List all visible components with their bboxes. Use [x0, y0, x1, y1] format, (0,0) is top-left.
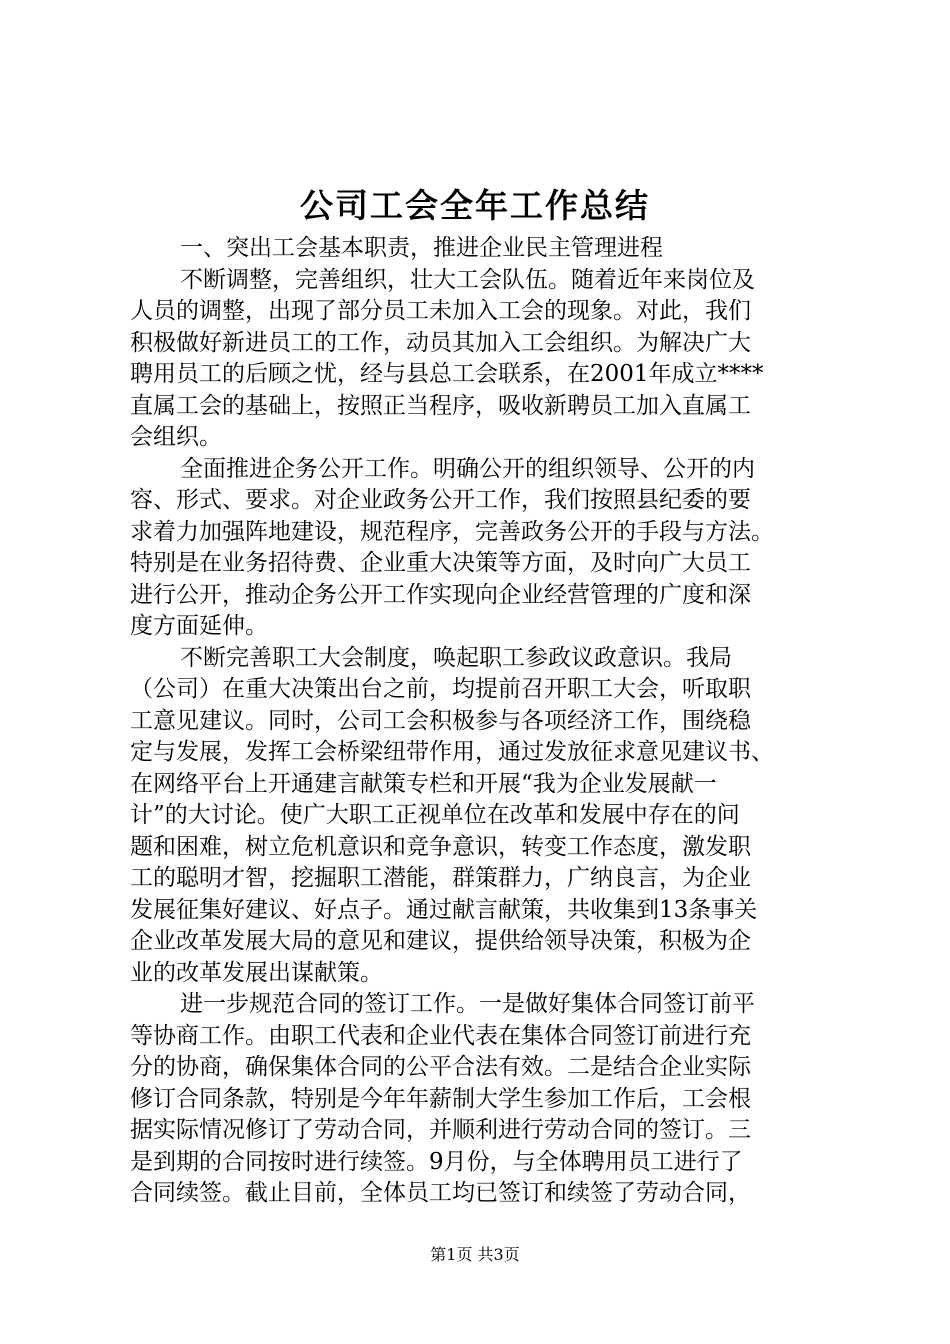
- text-line: 是到期的合同按时进行续签。9月份，与全体聘用员工进行了: [130, 1148, 743, 1175]
- text-line: 聘用员工的后顾之忧，经与县总工会联系，在2001年成立****: [130, 361, 764, 387]
- text-line: 业的改革发展出谋献策。: [130, 959, 383, 986]
- text-line: 计”的大讨论。使广大职工正视单位在改革和发展中存在的问: [130, 802, 740, 828]
- text-line: 在网络平台上开通建言献策专栏和开展“我为企业发展献一: [130, 770, 717, 797]
- text-line: 发展征集好建议、好点子。通过献言献策，共收集到13条事关: [130, 896, 758, 923]
- text-line: 工的聪明才智，挖掘职工潜能，群策群力，广纳良言，为企业: [130, 865, 751, 891]
- text-line: 工意见建议。同时，公司工会积极参与各项经济工作，围绕稳: [130, 707, 751, 734]
- text-line: 度方面延伸。: [130, 613, 268, 639]
- text-line: 直属工会的基础上，按照正当程序，吸收新聘员工加入直属工: [130, 392, 751, 419]
- document-title: 公司工会全年工作总结: [300, 186, 650, 225]
- text-line: 定与发展，发挥工会桥梁纽带作用，通过发放征求意见建议书、: [130, 739, 774, 765]
- text-line: （公司）在重大决策出台之前，均提前召开职工大会，听取职: [130, 676, 751, 702]
- text-line: 企业改革发展大局的意见和建议，提供给领导决策，积极为企: [130, 928, 751, 954]
- text-line: 不断完善职工大会制度，唤起职工参政议政意识。我局: [180, 644, 732, 671]
- text-line: 题和困难，树立危机意识和竞争意识，转变工作态度，激发职: [130, 833, 751, 860]
- text-line: 合同续签。截止目前，全体员工均已签订和续签了劳动合同，: [130, 1180, 751, 1206]
- text-line: 据实际情况修订了劳动合同，并顺利进行劳动合同的签订。三: [130, 1117, 751, 1143]
- text-line: 特别是在业务招待费、企业重大决策等方面，及时向广大员工: [130, 550, 751, 576]
- page-footer: 第1页 共3页: [430, 1245, 520, 1264]
- text-line: 人员的调整，出现了部分员工未加入工会的现象。对此，我们: [130, 298, 751, 324]
- text-line: 求着力加强阵地建设，规范程序，完善政务公开的手段与方法。: [130, 518, 774, 545]
- text-line: 容、形式、要求。对企业政务公开工作，我们按照县纪委的要: [130, 487, 751, 513]
- text-line: 分的协商，确保集体合同的公平合法有效。二是结合企业实际: [130, 1054, 751, 1080]
- document-body: [130, 233, 830, 1210]
- text-line: 一、突出工会基本职责，推进企业民主管理进程: [180, 235, 663, 261]
- text-line: 全面推进企务公开工作。明确公开的组织领导、公开的内: [180, 455, 755, 482]
- text-line: 进一步规范合同的签订工作。一是做好集体合同签订前平: [180, 991, 755, 1017]
- text-line: 进行公开，推动企务公开工作实现向企业经营管理的广度和深: [130, 581, 751, 608]
- text-line: 等协商工作。由职工代表和企业代表在集体合同签订前进行充: [130, 1022, 751, 1049]
- text-line: 修订合同条款，特别是今年年薪制大学生参加工作后，工会根: [130, 1085, 751, 1112]
- text-line: 积极做好新进员工的工作，动员其加入工会组织。为解决广大: [130, 329, 751, 356]
- text-line: 不断调整，完善组织，壮大工会队伍。随着近年来岗位及: [180, 266, 755, 293]
- text-line: 会组织。: [130, 424, 222, 450]
